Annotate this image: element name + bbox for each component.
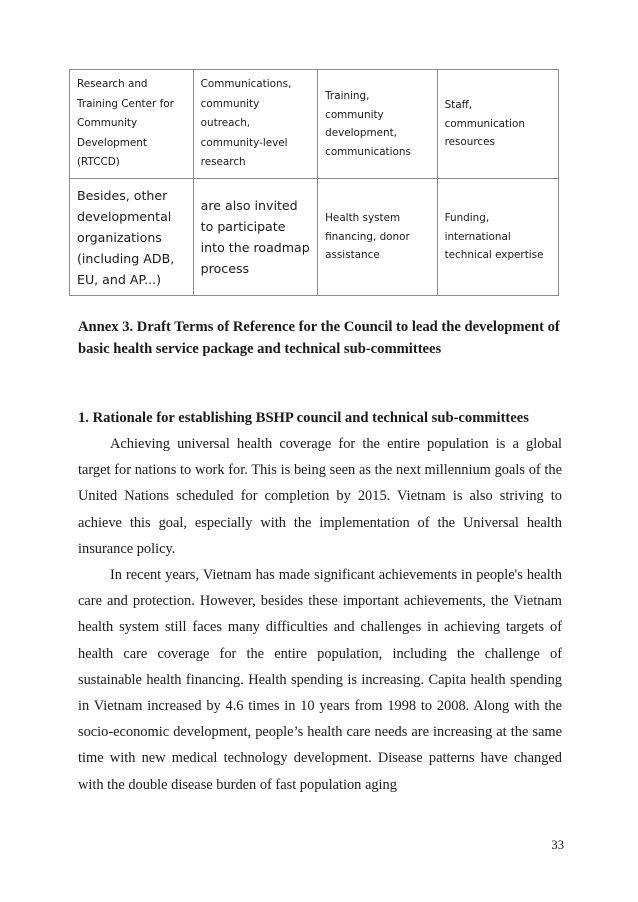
table-cell-resources: Funding, international technical expertise (437, 179, 558, 296)
annex-heading: Annex 3. Draft Terms of Reference for the Council to lead the development of basic health service package and technical sub-committees (78, 319, 560, 357)
table-cell-contribution: Training, community development, communications (318, 70, 437, 179)
table-cell-organization: Besides, other developmental organizations (including ADB, EU, and AP...) (70, 179, 194, 296)
table-cell-role: Communications, community outreach, community-level research (193, 70, 317, 179)
stakeholder-table (69, 69, 559, 296)
table-cell-organization: Research and Training Center for Community Development (RTCCD) (70, 70, 194, 179)
table-cell-role: are also invited to participate into the roadmap process (193, 179, 317, 296)
table-cell-resources: Staff, communication resources (437, 70, 558, 179)
section-heading: 1. Rationale for establishing BSHP council and technical sub-committees (78, 410, 529, 426)
body-paragraph: In recent years, Vietnam has made significant achievements in people's health care and protection. However, besides these important achievements, the Vietnam health system still faces many difficulties and challenges in achieving targets of health care coverage for the entire population, including the challenge of sustainable health financing. Health spending is increasing. Capita health spending in Vietnam increased by 4.6 times in 10 years from 1998 to 2008. Along with the socio-economic development, people’s health care needs are increasing at the same time with new medical technology development. Disease patterns have changed with the double disease burden of fast population aging (78, 567, 562, 793)
table-row (70, 179, 559, 296)
table-cell-contribution: Health system financing, donor assistance (318, 179, 437, 296)
page-number: 33 (551, 838, 564, 852)
table-row (70, 70, 559, 179)
body-paragraph: Achieving universal health coverage for the entire population is a global target for nations to work for. This is being seen as the next millennium goals of the United Nations scheduled for completion by 2015. Vietnam is also striving to achieve this goal, especially with the implementation of the Universal health insurance policy. (78, 436, 562, 557)
